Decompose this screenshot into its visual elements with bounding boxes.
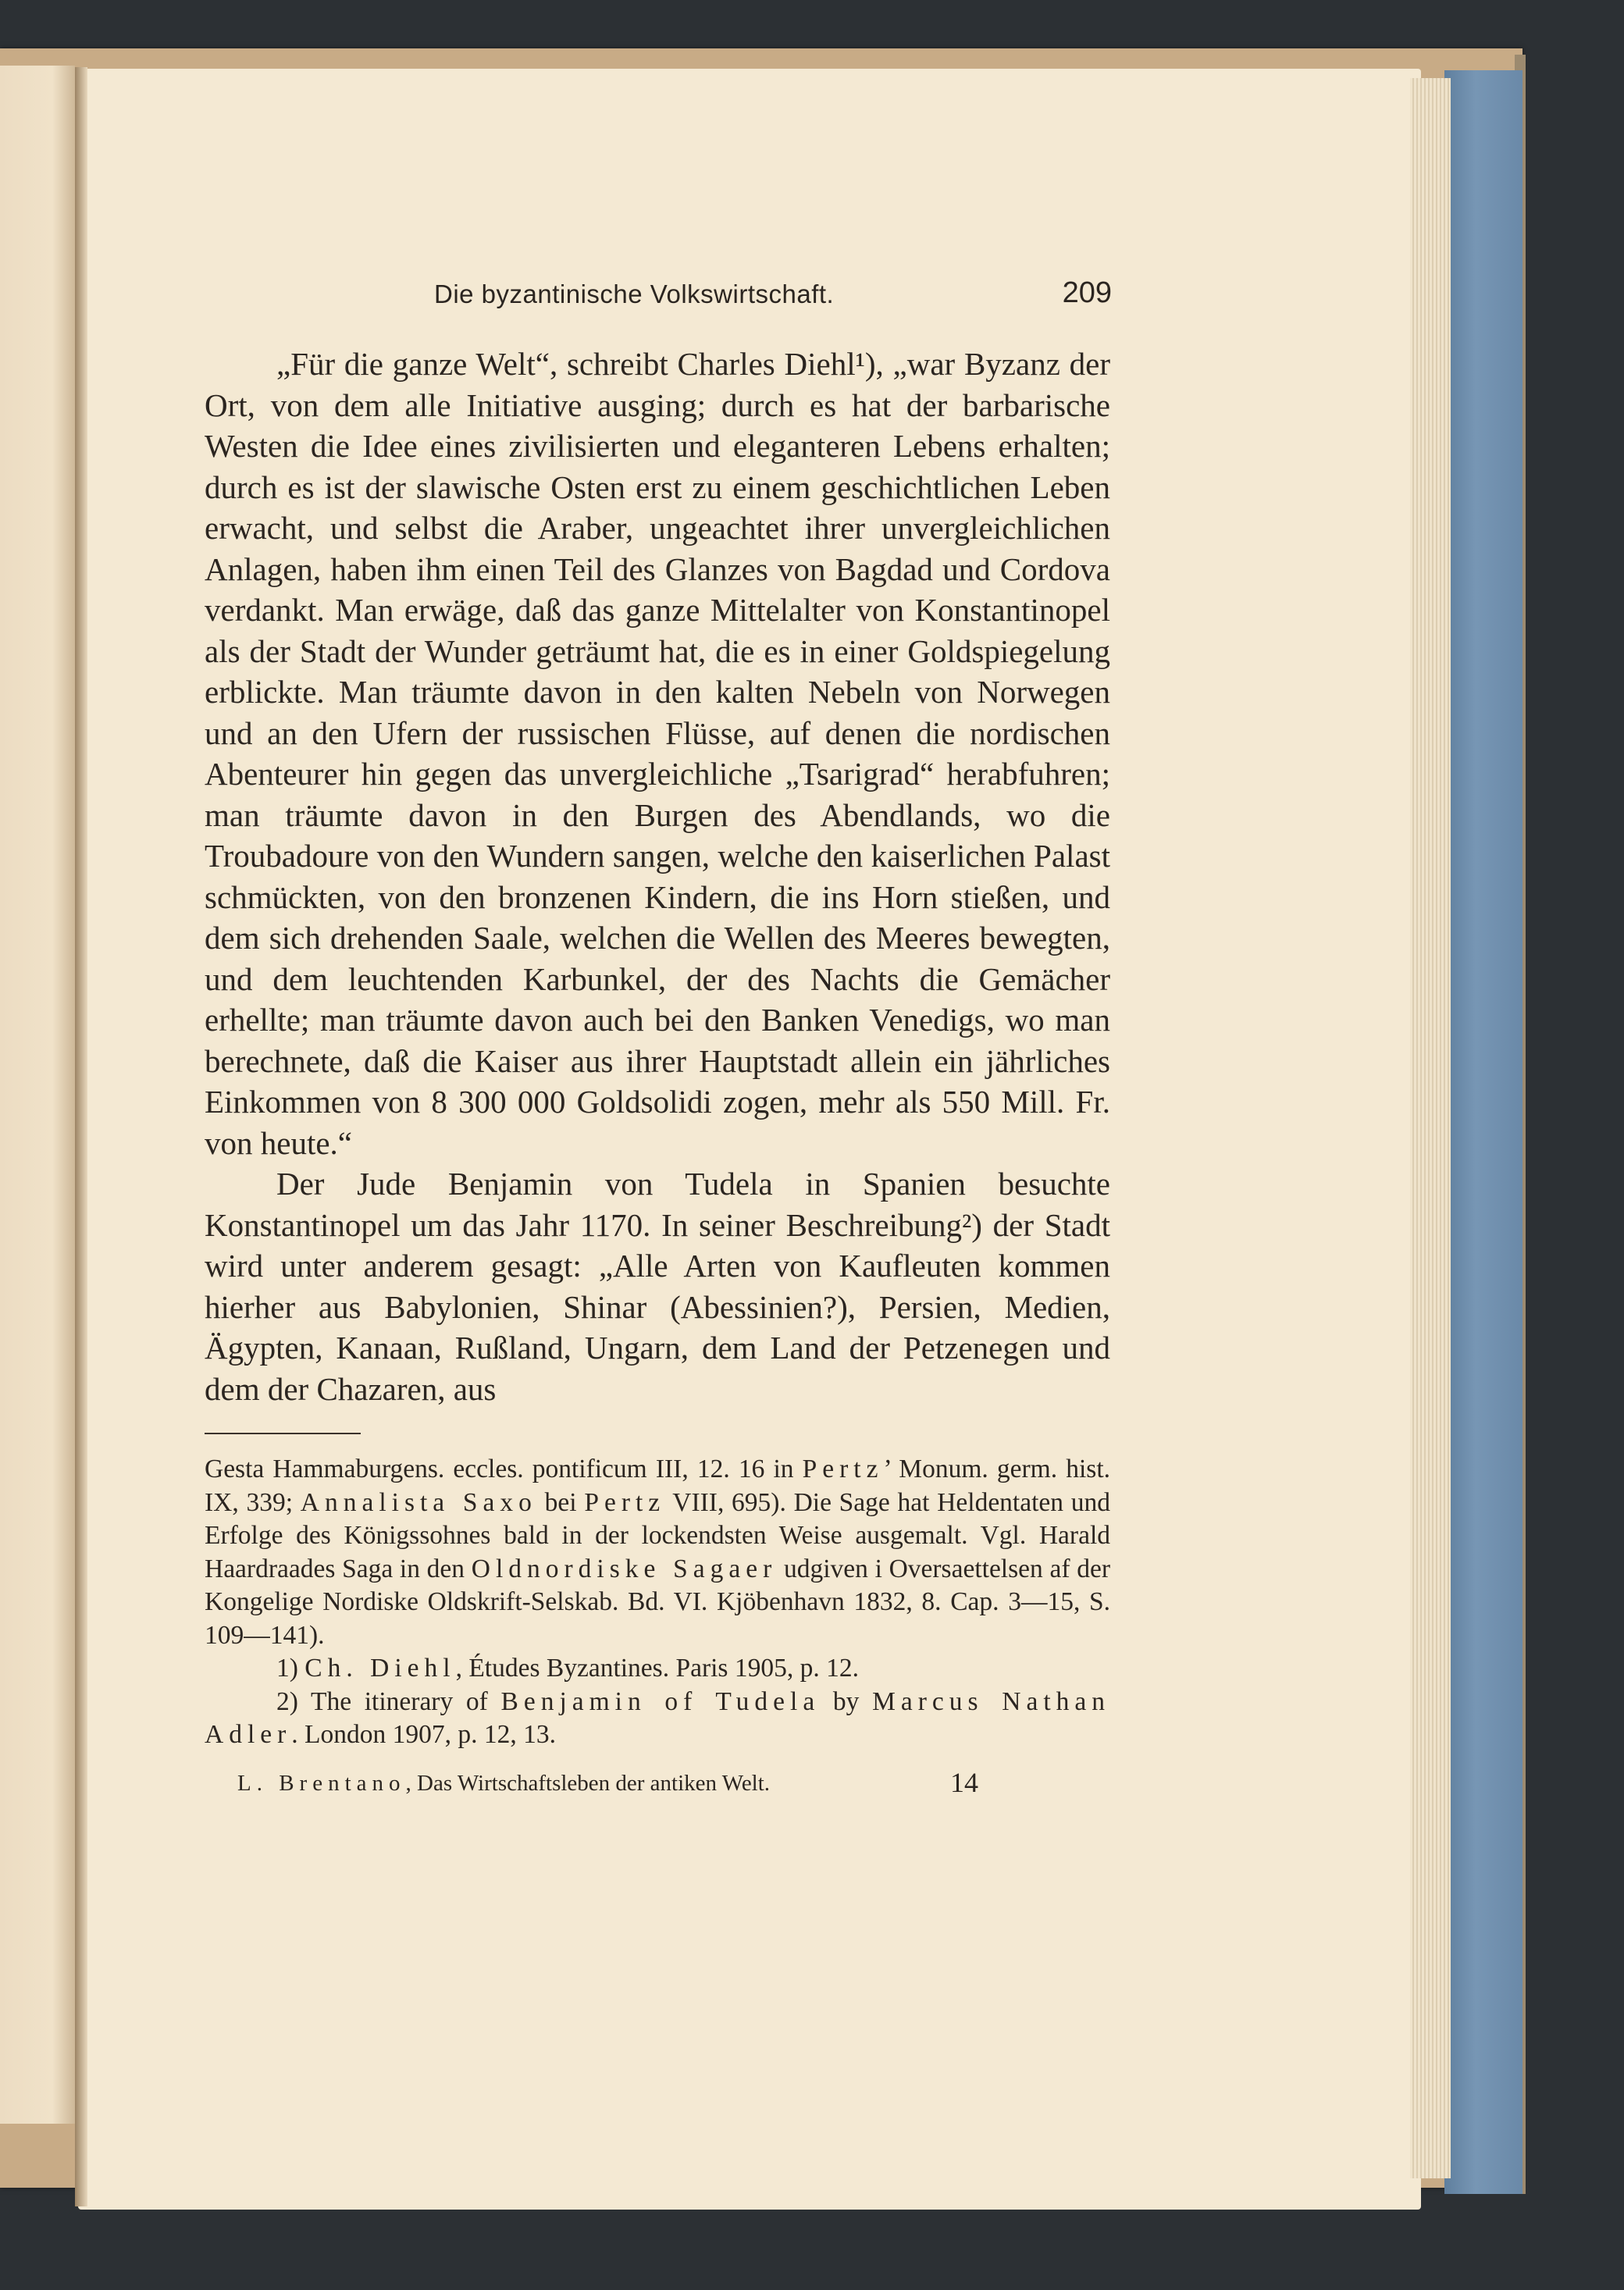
page-content: [205, 273, 1110, 1808]
body-text: [205, 344, 1110, 1409]
footnote-1: 1) Ch. Diehl, Études Byzantines. Paris 1905, p. 12.: [276, 1654, 859, 1683]
page-number: 209: [1062, 276, 1112, 309]
footnote-rule: [205, 1433, 361, 1434]
page-header: [205, 273, 1110, 320]
page-gutter: [75, 67, 87, 2206]
paragraph: Der Jude Benjamin von Tudela in Spanien besuchte Konstantinopel um das Jahr 1170. In seiner Beschreibung²) der Stadt wird unter anderem gesagt: „Alle Arten von Kaufleuten kommen hierher aus Babylonien, Shinar (Abessinien?), Persien, Medien, Ägypten, Kanaan, Rußland, Ungarn, dem Land der Petzenegen und dem der Chazaren, aus: [205, 1166, 1110, 1407]
sheet-number: 14: [950, 1766, 978, 1798]
facing-page-edge: [0, 66, 75, 2124]
page-edges: [1410, 78, 1451, 2178]
blue-cover: [1444, 70, 1522, 2194]
paragraph: „Für die ganze Welt“, schreibt Charles Diehl¹), „war Byzanz der Ort, von dem alle Initiative ausging; durch es hat der barbarische Westen die Idee eines zivilisierten und eleganteren Lebens erhalten; durch es ist der slawische Osten erst zu einem geschichtlichen Leben erwacht, und selbst die Araber, ungeachtet ihrer unvergleichlichen Anlagen, haben ihm einen Teil des Glanzes von Bagdad und Cordova verdankt. Man erwäge, daß das ganze Mittelalter von Konstantinopel als der Stadt der Wunder geträumt hat, die es in einer Goldspiegelung erblickte. Man träumte davon in den kalten Nebeln von Norwegen und an den Ufern der russischen Flüsse, auf denen die nordischen Abenteurer hin gegen das unvergleichliche „Tsarigrad“ herabfuhren; man träumte davon in den Burgen des Abendlands, wo die Troubadoure von den Wundern sangen, welche den kaiserlichen Palast schmückten, von den bronzenen Kindern, die ins Horn stießen, und dem sich drehenden Saale, welchen die Wellen des Meeres bewegten, und dem leuchtenden Karbunkel, der des Nachts die Gemächer erhellte; man träumte davon auch bei den Banken Venedigs, wo man berechnete, daß die Kaiser aus ihrer Hauptstadt allein ein jährliches Einkommen von 8 300 000 Goldsolidi zogen, mehr als 550 Mill. Fr. von heute.“: [205, 346, 1110, 1161]
signature-line: L. Brentano, Das Wirtschaftsleben der antiken Welt.: [237, 1770, 771, 1796]
running-title: Die byzantinische Volkswirtschaft.: [434, 280, 835, 308]
footnote-continued: Gesta Hammaburgens. eccles. pontificum III, 12. 16 in Pertz’ Monum. germ. hist. IX, 339; Annalista Saxo bei Pertz VIII, 695). Die Sage hat Heldentaten und Erfolge des Königssohnes bald in der lockendsten Weise ausgemalt. Vgl. Harald Haardraades Saga in den Oldnordiske Sagaer udgiven i Oversaettelsen af der Kongelige Nordiske Oldskrift-Selskab. Bd. VI. Kjöbenhavn 1832, 8. Cap. 3—15, S. 109—141).: [205, 1455, 1111, 1650]
footnotes: [205, 1453, 1110, 1752]
footnote-2: 2) The itinerary of Benjamin of Tudela by Marcus Nathan Adler. London 1907, p. 12, 13.: [205, 1686, 1110, 1749]
sheet-signature: [205, 1761, 1110, 1808]
